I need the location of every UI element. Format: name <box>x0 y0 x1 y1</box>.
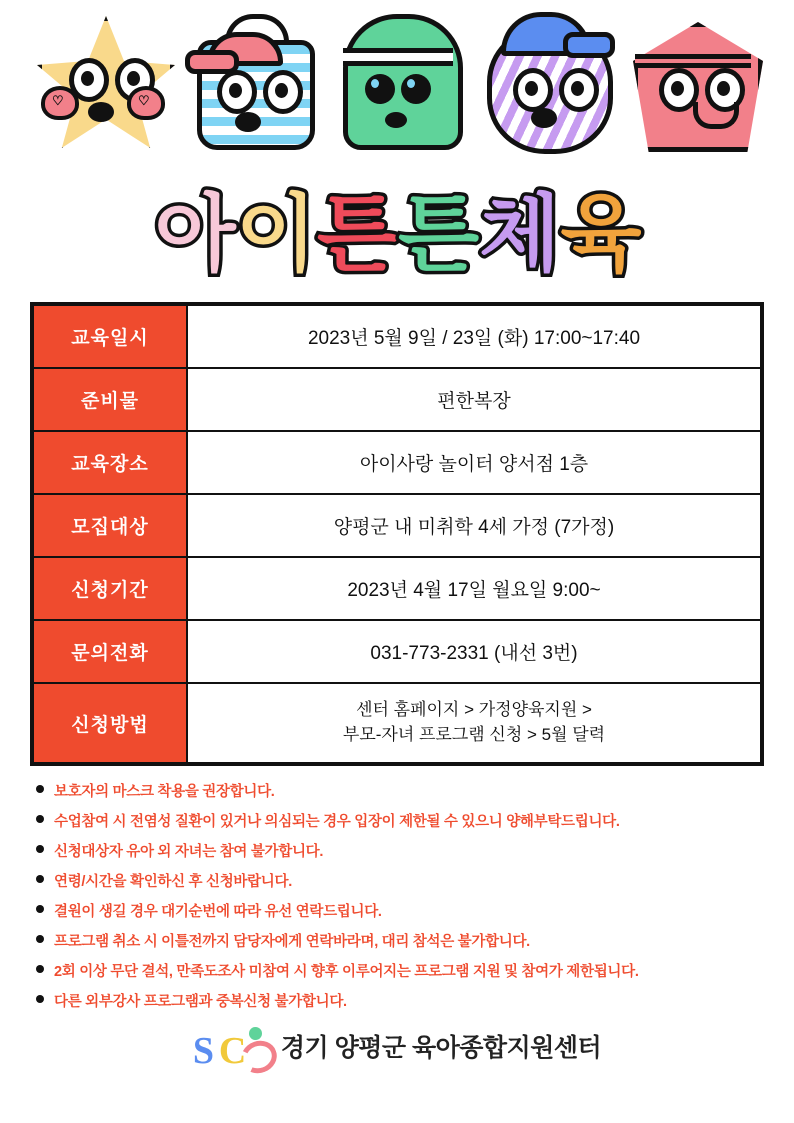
row-label-how-to-apply: 신청방법 <box>33 683 187 763</box>
table-row <box>33 368 761 431</box>
sunglasses-eyes <box>365 74 431 104</box>
list-item: 신청대상자 유아 외 자녀는 참여 불가합니다. <box>34 840 766 861</box>
row-value-materials: 편한복장 <box>187 368 761 431</box>
table-row <box>33 557 761 620</box>
table-row <box>33 305 761 368</box>
pipe-mouth <box>693 102 739 129</box>
row-value-location: 아이사랑 놀이터 양서점 1층 <box>187 431 761 494</box>
character-illustration-strip <box>0 0 794 172</box>
eye-right <box>263 70 303 114</box>
eye-left <box>217 70 257 114</box>
list-item: 2회 이상 무단 결석, 만족도조사 미참여 시 향후 이루어지는 프로그램 지원 및 참여가 제한됩니다. <box>34 960 766 981</box>
list-item: 보호자의 마스크 착용을 권장합니다. <box>34 780 766 801</box>
info-table-container <box>30 302 764 766</box>
table-row <box>33 620 761 683</box>
center-logo-icon <box>192 1025 271 1072</box>
list-item: 프로그램 취소 시 이틀전까지 담당자에게 연락바라며, 대리 참석은 불가합니다. <box>34 930 766 951</box>
table-row <box>33 494 761 557</box>
notes-list <box>34 780 766 1011</box>
table-row <box>33 683 761 763</box>
star-mouth <box>88 102 114 122</box>
list-item: 연령/시간을 확인하신 후 신청바랍니다. <box>34 870 766 891</box>
headband-character <box>327 6 467 164</box>
green-mouth <box>385 112 407 128</box>
eye-left <box>365 74 395 104</box>
row-value-application-period: 2023년 4월 17일 월요일 9:00~ <box>187 557 761 620</box>
row-label-location: 교육장소 <box>33 431 187 494</box>
page-title <box>0 172 794 296</box>
list-item: 다른 외부강사 프로그램과 중복신청 불가합니다. <box>34 990 766 1011</box>
row-value-target: 양평군 내 미취학 4세 가정 (7가정) <box>187 494 761 557</box>
logo-letter-s: S <box>192 1030 214 1072</box>
blush-left <box>41 86 79 120</box>
logo-letter-c: C <box>218 1030 247 1072</box>
row-value-phone: 031-773-2331 (내선 3번) <box>187 620 761 683</box>
title-char-5: 체 <box>479 187 559 281</box>
row-label-phone: 문의전화 <box>33 620 187 683</box>
star-character <box>31 6 171 164</box>
red-band <box>635 54 751 68</box>
title-char-3: 튼 <box>316 187 396 281</box>
blush-right <box>127 86 165 120</box>
logo-dot-icon <box>249 1027 262 1040</box>
row-value-education-datetime: 2023년 5월 9일 / 23일 (화) 17:00~17:40 <box>187 305 761 368</box>
row-label-target: 모집대상 <box>33 494 187 557</box>
bag-mouth <box>235 112 261 132</box>
list-item: 수업참여 시 전염성 질환이 있거나 의심되는 경우 입장이 제한될 수 있으니 양해부탁드립니다. <box>34 810 766 831</box>
eye-right <box>559 68 599 112</box>
row-label-education-datetime: 교육일시 <box>33 305 187 368</box>
eye-left <box>513 68 553 112</box>
blush-mark-right: ♡ <box>138 93 150 108</box>
info-table <box>32 304 762 764</box>
row-value-how-to-apply <box>187 683 761 763</box>
title-char-6: 육 <box>560 187 640 281</box>
how-to-apply-line-2: 부모-자녀 프로그램 신청 > 5월 달력 <box>342 725 606 744</box>
footer <box>0 1025 794 1072</box>
basket-character <box>623 6 763 164</box>
list-item: 결원이 생길 경우 대기순번에 따라 유선 연락드립니다. <box>34 900 766 921</box>
eye-right <box>401 74 431 104</box>
title-char-2: 이 <box>235 187 315 281</box>
blush-mark-left: ♡ <box>52 93 64 108</box>
headband <box>343 48 453 66</box>
bag-character <box>179 6 319 164</box>
bag-eyes <box>217 70 303 114</box>
cap-character <box>475 6 615 164</box>
title-char-1: 아 <box>154 187 234 281</box>
table-row <box>33 431 761 494</box>
cap-eyes <box>513 68 599 112</box>
how-to-apply-line-1: 센터 홈페이지 > 가정양육지원 > <box>356 700 592 720</box>
cap-mouth <box>531 108 557 128</box>
row-label-application-period: 신청기간 <box>33 557 187 620</box>
blue-cap-brim <box>563 32 615 58</box>
organization-name: 경기 양평군 육아종합지원센터 <box>280 1034 602 1062</box>
row-label-materials: 준비물 <box>33 368 187 431</box>
title-char-4: 튼 <box>398 187 478 281</box>
